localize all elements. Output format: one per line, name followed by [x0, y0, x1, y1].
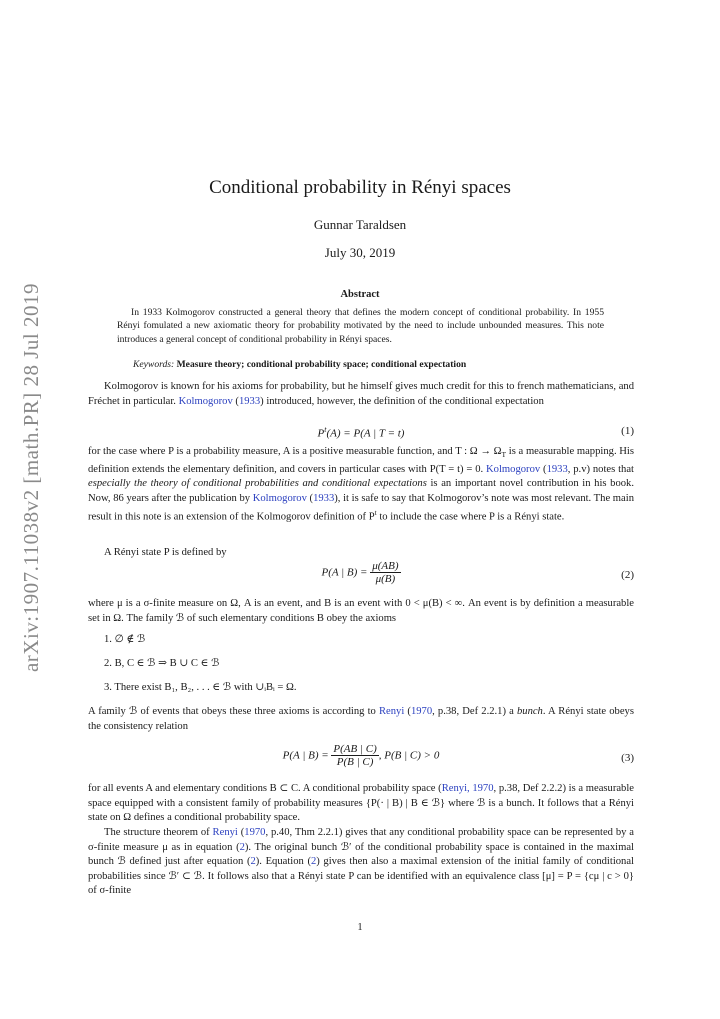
- equation-number: (2): [621, 569, 634, 581]
- arxiv-identifier: arXiv:1907.11038v2 [math.PR] 28 Jul 2019: [19, 282, 44, 673]
- text-run: for all events A and elementary conditions B ⊂ C. A conditional probability space (: [88, 783, 442, 794]
- citation-link[interactable]: Renyi, 1970: [441, 783, 494, 794]
- text-run: , p.38, Def 2.2.2) is a measurable space equipped with a consistent family of probability measures {P(· | B) | B ∈ ℬ} where ℬ is a bunch. It follows that a Rényi state on Ω defines a conditional probability space.: [88, 783, 634, 824]
- citation-year-link[interactable]: 1933: [238, 395, 261, 407]
- text-run: The structure theorem of: [104, 827, 213, 838]
- text-run: (: [306, 492, 314, 504]
- fraction: [331, 743, 378, 768]
- fraction: [370, 560, 400, 585]
- text-run: , p.38, Def 2.2.1) a: [432, 706, 517, 717]
- eq-superscript: t: [324, 425, 327, 434]
- axiom-item: 3. There exist B₁, B₂, . . . ∈ ℬ with ∪ᵢBᵢ = Ω.: [104, 682, 297, 693]
- text-run: (: [237, 827, 245, 838]
- citation-year-link[interactable]: 1970: [244, 827, 266, 838]
- keywords-text: Measure theory; conditional probability space; conditional expectation: [176, 359, 467, 370]
- keywords-label: Keywords:: [133, 359, 175, 370]
- equation-1-math: [88, 425, 634, 440]
- citation-link[interactable]: Renyi: [212, 827, 238, 838]
- eq-text: P(A | B) =: [282, 749, 332, 762]
- paragraph-6: [88, 782, 634, 826]
- paragraph-1: [88, 380, 634, 409]
- numerator: μ(AB): [372, 560, 399, 572]
- equation-2: [88, 560, 634, 594]
- equation-number: (3): [621, 752, 634, 764]
- denominator: P(B | C): [336, 756, 374, 768]
- citation-year-link[interactable]: 1933: [313, 492, 335, 504]
- citation-link[interactable]: Renyi: [378, 706, 405, 717]
- paper-date: July 30, 2019: [324, 245, 396, 260]
- text-run: ) gives then also a maximal extension of the initial family of conditional probabilities since ℬ′ ⊂ ℬ. It follows also that a Rényi state P can be identified with an equivalence class [μ] = P = {cμ | c > 0} of σ-finite: [88, 856, 635, 897]
- citation-year-link[interactable]: 1970: [410, 706, 433, 717]
- equation-ref-link[interactable]: 2: [239, 841, 245, 853]
- numerator: P(AB | C): [333, 743, 377, 755]
- text-run: (: [540, 463, 547, 475]
- text-run: ). Equation (: [255, 856, 311, 868]
- emphasis-text: especially the theory of conditional probabilities and conditional expectations: [88, 478, 427, 490]
- text-run: (: [404, 706, 411, 717]
- abstract-heading: Abstract: [340, 289, 380, 300]
- text-run: A family ℬ of events that obeys these three axioms is according to: [88, 706, 379, 717]
- equation-3: [88, 743, 634, 777]
- eq-text: P(A | B) =: [321, 566, 371, 579]
- citation-link[interactable]: Kolmogorov: [178, 395, 233, 407]
- equation-ref-link[interactable]: 2: [310, 856, 317, 868]
- equation-2-math: [88, 560, 634, 585]
- paragraph-3: A Rényi state P is defined by: [104, 547, 227, 558]
- axiom-item: 2. B, C ∈ ℬ ⇒ B ∪ C ∈ ℬ: [104, 658, 220, 669]
- text-run: . A Rényi state obeys the consistency relation: [88, 706, 634, 732]
- paragraph-4: where μ is a σ-finite measure on Ω, A is an event, and B is an event with 0 < μ(B) < ∞. An event is by definition a measurable set in Ω. The family ℬ of such elementary conditions B obey the axioms: [88, 598, 634, 624]
- text-run: Kolmogorov is known for his axioms for probability, but he himself gives much credit for this to french mathematicians, and Fréchet in particular.: [88, 381, 634, 407]
- text-run: , p.40, Thm 2.2.1) gives that any conditional probability space can be represented by a σ-finite measure μ as in equation (: [88, 827, 634, 853]
- denominator: μ(B): [375, 573, 396, 585]
- text-run: , p.v) notes that: [567, 463, 634, 475]
- paragraph-5: [88, 705, 634, 734]
- text-run: to include the case where P is a Rényi state.: [376, 512, 565, 524]
- keywords-line: [117, 359, 604, 370]
- text-run: (: [232, 395, 239, 407]
- page-number: 1: [357, 922, 363, 933]
- emphasis-text: bunch: [516, 706, 543, 717]
- text-run: ), it is safe to say that Kolmogorov’s note was most relevant. The main result in this note is an extension of the Kolmogorov definition of P: [88, 492, 634, 524]
- equation-3-math: [88, 743, 634, 768]
- eq-text: (A) = P(A | T = t): [326, 427, 405, 440]
- author-name: Gunnar Taraldsen: [313, 217, 407, 232]
- abstract-body: In 1933 Kolmogorov constructed a general theory that defines the modern concept of conditional probability. In 1955 Rényi fomulated a new axiomatic theory for probability motivated by the need to include unbounded measures. This note introduces a general concept of conditional probability in Rényi spaces.: [117, 307, 604, 345]
- superscript: t: [374, 508, 377, 518]
- text-run: is an important novel contribution in his book. Now, 86 years after the publication by: [88, 478, 634, 504]
- citation-year-link[interactable]: 1933: [546, 463, 568, 475]
- paragraph-7: [88, 826, 634, 899]
- equation-ref-link[interactable]: 2: [250, 856, 256, 868]
- citation-link[interactable]: Kolmogorov: [252, 492, 307, 504]
- paragraph-2: [88, 445, 634, 526]
- axiom-item: 1. ∅ ∉ ℬ: [104, 634, 146, 645]
- citation-link[interactable]: Kolmogorov: [486, 463, 541, 475]
- text-run: for the case where P is a probability measure, A is a positive measurable function, and T : Ω → Ω: [88, 446, 502, 457]
- eq-text: P: [317, 427, 325, 440]
- text-run: ). The original bunch ℬ′ of the conditional probability space is contained in the maximal bunch ℬ defined just after equation (: [88, 841, 634, 868]
- arxiv-side-stamp: [12, 282, 52, 673]
- paper-title: Conditional probability in Rényi spaces: [209, 177, 511, 198]
- eq-text: , P(B | C) > 0: [378, 749, 440, 762]
- text-run: ) introduced, however, the definition of the conditional expectation: [260, 395, 544, 407]
- text-run: is a measurable mapping. His definition extends the elementary definition, and covers in particular cases with P(T = t) = 0.: [88, 446, 634, 475]
- equation-number: (1): [621, 425, 634, 437]
- subscript: T: [501, 450, 507, 460]
